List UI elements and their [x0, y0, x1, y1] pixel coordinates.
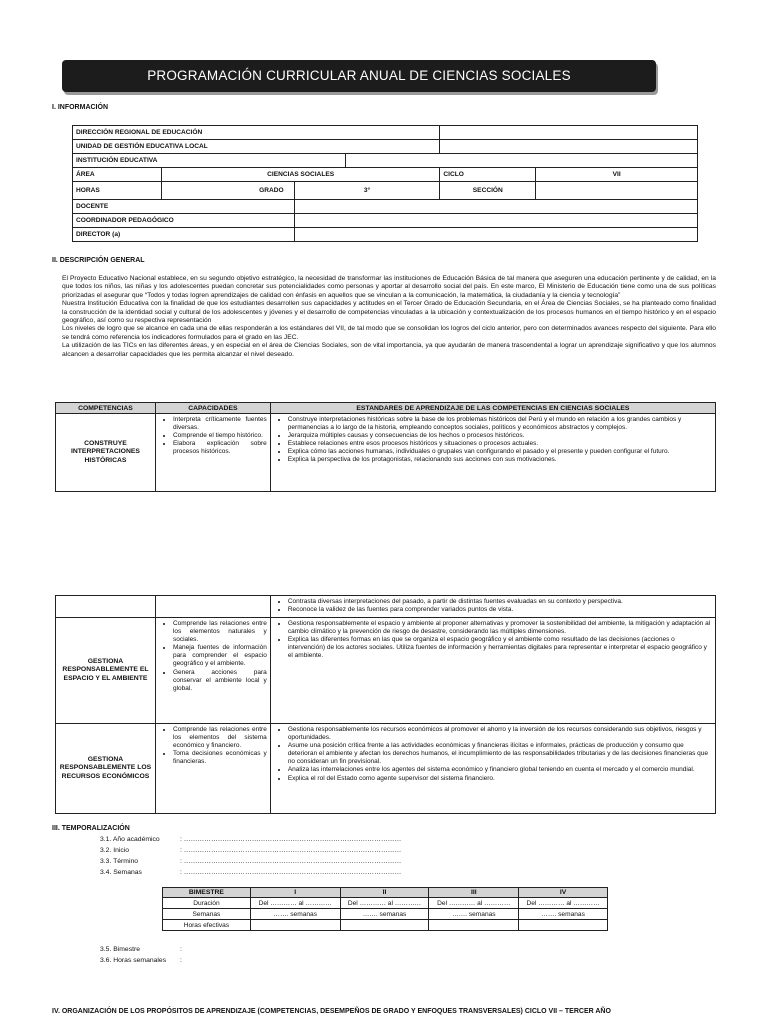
info-table: [72, 125, 698, 242]
list-item: • Jerarquiza múltiples causas y consecuencias de los hechos o procesos históricos.: [288, 432, 712, 440]
ciclo-label: CICLO: [440, 168, 536, 182]
del-al-field[interactable]: Del ………… al …………: [519, 898, 608, 909]
competencia-historicas: CONSTRUYE INTERPRETACIONES HISTÓRICAS: [56, 414, 156, 492]
grado-label: GRADO: [161, 182, 294, 200]
horas-label: Horas efectivas: [163, 920, 251, 931]
del-al-field[interactable]: Del ………… al …………: [340, 898, 429, 909]
section-temp-heading: III. TEMPORALIZACIÓN: [52, 825, 130, 832]
description-paragraph: La utilización de las TICs en las diferentes áreas, y en especial en el área de Ciencias Sociales, son de vital importancia, ya que ayudarán de manera trascendental a lograr un aprendizaje significativo y que los alumnos alcancen a desarrollar capacidades que les permita alcanzar el nivel deseado.: [62, 342, 716, 358]
horas-field[interactable]: [519, 920, 608, 931]
header-competencias: COMPETENCIAS: [56, 403, 156, 414]
temporalizacion-list: [100, 834, 401, 878]
temp-dots: : ……………………………………………………………………………………: [180, 869, 402, 876]
director-label: DIRECTOR (a): [73, 228, 295, 242]
estandares-cell: [270, 596, 715, 618]
temp-label: 3.1. Año académico: [100, 836, 160, 843]
temp-dots: : ……………………………………………………………………………………: [180, 858, 402, 865]
description-paragraph: Nuestra Institución Educativa con la finalidad de que los estudiantes desarrollen sus capacidades y actitudes en el Tercer Grado de Educación Secundaria, en el Área de Ciencias Sociales, se ha planteado como finalidad la construcción de la identidad social y cultural de los adolescentes y jóvenes y el desarrollo de competencias vinculadas a la ubicación y contextualización de los procesos humanos en el tiempo histórico y en el espacio geográfico, así como su respectiva representación: [62, 300, 716, 325]
estandares-cell: [270, 724, 715, 814]
bim-header: IV: [519, 888, 608, 898]
estandares-cell: [270, 414, 715, 492]
dre-value[interactable]: [440, 126, 698, 140]
seccion-label: SECCIÓN: [440, 182, 536, 200]
ie-value[interactable]: [345, 154, 697, 168]
description-paragraph: El Proyecto Educativo Nacional establece, en su segundo objetivo estratégico, la necesidad de transformar las instituciones de Educación Básica de tal manera que aseguren una educación pertinente y de calidad, en la que todos los niños, las niñas y los adolescentes puedan concretar sus potencialidades como personas y aportar al desarrollo social del país. En este marco, El Ministerio de Educación tiene como una de sus políticas priorizadas el asegurar que “Todos y todas logren aprendizajes de calidad con énfasis en aquellos que se vinculan a la comunicación, la matemática, la ciudadanía y la ciencia y tecnología”: [62, 275, 716, 299]
docente-label: DOCENTE: [73, 200, 295, 214]
ugel-value[interactable]: [440, 140, 698, 154]
bim-header: I: [250, 888, 340, 898]
list-item: • Reconoce la validez de las fuentes para comprender variados puntos de vista.: [288, 606, 712, 614]
list-item: • Genera acciones para conservar el ambiente local y global.: [173, 669, 267, 693]
temp-label: 3.6. Horas semanales: [100, 957, 167, 964]
ie-label: INSTITUCIÓN EDUCATIVA: [73, 154, 346, 168]
semanas-label: Semanas: [163, 909, 251, 920]
list-item: • Contrasta diversas interpretaciones del pasado, a partir de distintas fuentes evaluadas en su contexto y perspectiva.: [288, 598, 712, 606]
semanas-field[interactable]: ……. semanas: [250, 909, 340, 920]
list-item: • Construye interpretaciones históricas sobre la base de los problemas históricos del Perú y el mundo en relación a los grandes cambios y permanencias a lo largo de la historia, empleando conceptos sociales, políticos y económicos abstractos y complejos.: [288, 416, 712, 432]
grado-value: 3°: [294, 182, 440, 200]
semanas-field[interactable]: ……. semanas: [519, 909, 608, 920]
page-title: PROGRAMACIÓN CURRICULAR ANUAL DE CIENCIAS SOCIALES: [62, 60, 656, 92]
horas-field[interactable]: [429, 920, 519, 931]
ugel-label: UNIDAD DE GESTIÓN EDUCATIVA LOCAL: [73, 140, 440, 154]
list-item: • Gestiona responsablemente el espacio y ambiente al proponer alternativas y promover la sostenibilidad del ambiente, la mitigación y adaptación al cambio climático y la prevención de riesgo de desastre, considerando las múltiples dimensiones.: [288, 620, 712, 636]
list-item: • Explica las diferentes formas en las que se organiza el espacio geográfico y el ambiente como resultado de las decisiones (acciones o intervención) de los actores sociales. Utiliza fuentes de información y herramientas digitales para representar e interpretar el espacio geográfico y el ambiente.: [288, 636, 712, 660]
capacidades-cell: [155, 724, 270, 814]
section-info-heading: I. INFORMACIÓN: [52, 104, 108, 111]
empty-cell: [56, 596, 156, 618]
section-desc-heading: II. DESCRIPCIÓN GENERAL: [52, 257, 145, 264]
temp-label: 3.2. Inicio: [100, 847, 130, 854]
coordinador-label: COORDINADOR PEDAGÓGICO: [73, 214, 295, 228]
area-label: ÁREA: [73, 168, 162, 182]
del-al-field[interactable]: Del ………… al …………: [250, 898, 340, 909]
list-item: • Maneja fuentes de información para comprender el espacio geográfico y el ambiente.: [173, 644, 267, 668]
del-al-field[interactable]: Del ………… al …………: [429, 898, 519, 909]
director-value[interactable]: [294, 228, 697, 242]
area-value: CIENCIAS SOCIALES: [161, 168, 440, 182]
description-text: [62, 275, 716, 359]
duracion-label: Duración: [163, 898, 251, 909]
list-item: • Establece relaciones entre esos procesos históricos y situaciones o procesos actuales.: [288, 440, 712, 448]
competencias-table-2: [55, 595, 716, 814]
list-item: • Gestiona responsablemente los recursos económicos al promover el ahorro y la inversión de los recursos considerando sus objetivos, riesgos y oportunidades.: [288, 726, 712, 742]
list-item: • Comprende las relaciones entre los elementos del sistema económico y financiero.: [173, 726, 267, 750]
docente-value[interactable]: [294, 200, 697, 214]
estandares-cell: [270, 618, 715, 724]
list-item: • Toma decisiones económicas y financieras.: [173, 750, 267, 766]
list-item: • Asume una posición crítica frente a las actividades económicas y financieras ilícitas e informales, prácticas de producción y consumo que deterioran el ambiente y afectan los derechos humanos, el incumplimiento de las responsabilidades tributarias y de las decisiones financieras que no consideran un fin previsional.: [288, 742, 712, 766]
competencia-recursos: GESTIONA RESPONSABLEMENTE LOS RECURSOS ECONÓMICOS: [56, 724, 156, 814]
bim-header: II: [340, 888, 429, 898]
list-item: • Elabora explicación sobre procesos históricos.: [173, 440, 267, 456]
horas-label: HORAS: [73, 182, 162, 200]
list-item: • Explica cómo las acciones humanas, individuales o grupales van configurando el pasado y el presente y pueden configurar el futuro.: [288, 448, 712, 456]
bimestre-table: [162, 887, 608, 931]
temp-label: 3.5. Bimestre: [100, 946, 141, 953]
coordinador-value[interactable]: [294, 214, 697, 228]
description-paragraph: Los niveles de logro que se alcance en cada una de ellas responderán a los estándares del VII, de tal modo que se consolidan los logros del ciclo anterior, pero con determinados avances respecto del siguiente. Para ello se tendrá como referencia los indicadores formulados para el grado en las JEC.: [62, 325, 716, 341]
temporalizacion-list-2: [100, 944, 182, 966]
capacidades-cell: [155, 414, 270, 492]
temp-label: 3.3. Término: [100, 858, 139, 865]
list-item: • Comprende el tiempo histórico.: [173, 432, 267, 440]
header-estandares: ESTANDARES DE APRENDIZAJE DE LAS COMPETENCIAS EN CIENCIAS SOCIALES: [270, 403, 715, 414]
semanas-field[interactable]: ……. semanas: [429, 909, 519, 920]
list-item: • Explica el rol del Estado como agente supervisor del sistema financiero.: [288, 775, 712, 783]
capacidades-cell: [155, 618, 270, 724]
bim-header: III: [429, 888, 519, 898]
list-item: • Interpreta críticamente fuentes diversas.: [173, 416, 267, 432]
list-item: • Comprende las relaciones entre los elementos naturales y sociales.: [173, 620, 267, 644]
bim-header: BIMESTRE: [163, 888, 251, 898]
temp-label: 3.4. Semanas: [100, 869, 142, 876]
competencia-ambiente: GESTIONA RESPONSABLEMENTE EL ESPACIO Y EL AMBIENTE: [56, 618, 156, 724]
dre-label: DIRECCIÓN REGIONAL DE EDUCACIÓN: [73, 126, 440, 140]
section-org-heading: IV. ORGANIZACIÓN DE LOS PROPÓSITOS DE APRENDIZAJE (COMPETENCIAS, DESEMPEÑOS DE GRADO Y ENFOQUES TRANSVERSALES) CICLO VII – TERCER AÑO: [52, 1008, 611, 1015]
list-item: • Analiza las interrelaciones entre los agentes del sistema económico y financiero global teniendo en cuenta el mercado y el comercio mundial.: [288, 766, 712, 774]
temp-sep: :: [180, 957, 182, 964]
horas-field[interactable]: [250, 920, 340, 931]
horas-field[interactable]: [340, 920, 429, 931]
competencias-table-1: [55, 402, 716, 492]
list-item: • Explica la perspectiva de los protagonistas, relacionando sus acciones con sus motivaciones.: [288, 456, 712, 464]
header-capacidades: CAPACIDADES: [155, 403, 270, 414]
empty-cell: [155, 596, 270, 618]
semanas-field[interactable]: ……. semanas: [340, 909, 429, 920]
temp-dots: : ……………………………………………………………………………………: [180, 847, 402, 854]
ciclo-value: VII: [536, 168, 698, 182]
temp-dots: : ……………………………………………………………………………………: [180, 836, 402, 843]
seccion-value[interactable]: [536, 182, 698, 200]
temp-sep: :: [180, 946, 182, 953]
